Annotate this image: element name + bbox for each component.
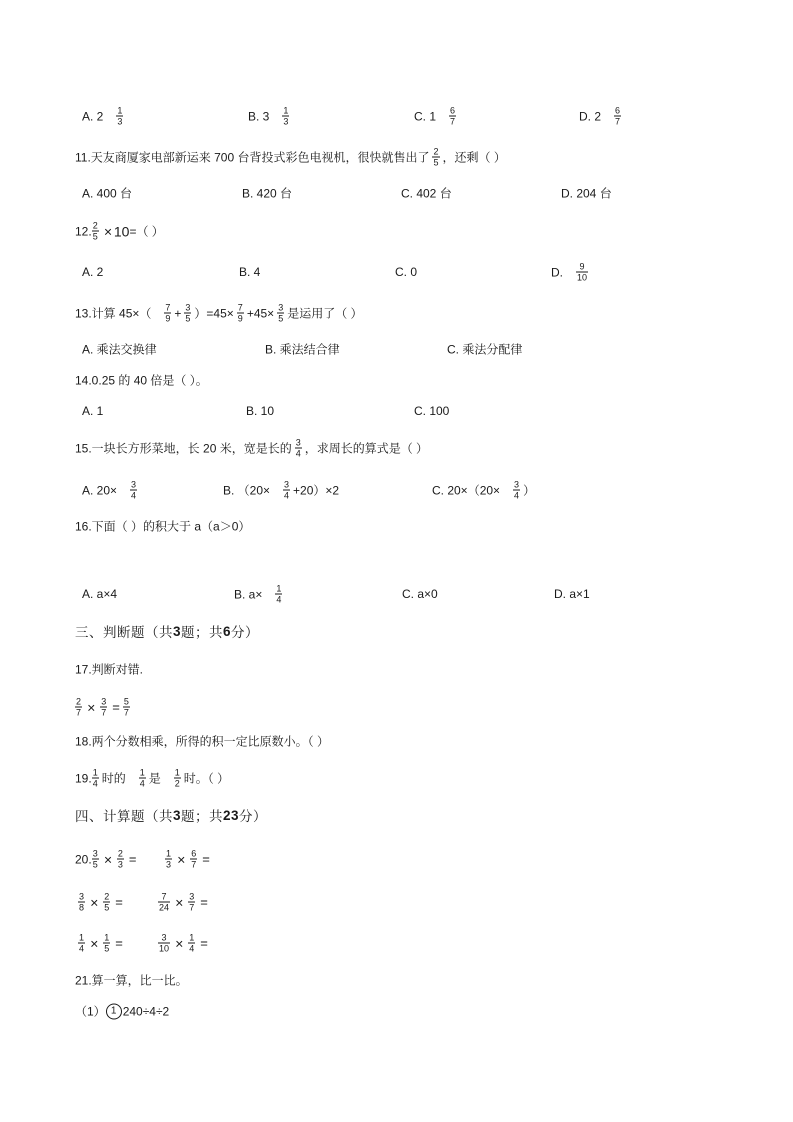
q13-fraction-2: 3 5 — [185, 302, 191, 324]
q13-option-a[interactable]: A. 乘法交换律 — [82, 342, 157, 357]
q15-option-c[interactable]: C. 20×（20× 3 4 ） — [432, 479, 536, 501]
q10-option-b-fraction: 1 3 — [283, 105, 289, 127]
q15-option-b-fraction: 3 4 — [284, 479, 290, 501]
q10-option-c[interactable]: C. 1 6 7 — [414, 105, 456, 127]
q10-option-a-fraction: 1 3 — [117, 105, 123, 127]
q12-option-d-fraction: 9 10 — [577, 261, 588, 283]
q13-option-c[interactable]: C. 乘法分配律 — [447, 342, 523, 357]
q15-option-b[interactable]: B. （20× 3 4 +20）×2 — [223, 479, 340, 501]
q12-option-a[interactable]: A. 2 — [82, 265, 104, 279]
q15-option-a-fraction: 3 4 — [131, 479, 137, 501]
q12-option-b[interactable]: B. 4 — [239, 265, 261, 279]
q14-option-a[interactable]: A. 1 — [82, 404, 104, 418]
q10-option-d-fraction: 6 7 — [615, 105, 621, 127]
q10-option-d[interactable]: D. 2 6 7 — [579, 105, 621, 127]
q14-option-c[interactable]: C. 100 — [414, 404, 450, 418]
q16-option-a[interactable]: A. a×4 — [82, 587, 118, 601]
q13-fraction-3: 7 9 — [237, 302, 243, 324]
q16-option-b-fraction: 1 4 — [276, 583, 282, 605]
q12-fraction: 2 5 — [92, 220, 98, 242]
q11-option-d[interactable]: D. 204 台 — [561, 186, 612, 201]
q14-option-b[interactable]: B. 10 — [246, 404, 275, 418]
q13-option-b[interactable]: B. 乘法结合律 — [265, 342, 340, 357]
q11-option-a[interactable]: A. 400 台 — [82, 186, 133, 201]
q11-option-c[interactable]: C. 402 台 — [401, 186, 452, 201]
q15-fraction: 3 4 — [295, 437, 301, 459]
q15-option-c-fraction: 3 4 — [514, 479, 520, 501]
q12-option-c[interactable]: C. 0 — [395, 265, 418, 279]
q10-option-a[interactable]: A. 2 1 3 — [82, 105, 123, 127]
circled-number-icon: 1 — [106, 1003, 122, 1019]
q13-fraction-4: 3 5 — [278, 302, 284, 324]
q13-fraction-1: 7 9 — [165, 302, 171, 324]
q16-option-c[interactable]: C. a×0 — [402, 587, 438, 601]
q16-option-d[interactable]: D. a×1 — [554, 587, 590, 601]
q10-option-c-fraction: 6 7 — [450, 105, 456, 127]
q16-option-b[interactable]: B. a× 1 4 — [234, 583, 282, 605]
q12-option-d[interactable]: D. 9 10 — [551, 261, 588, 283]
q11-fraction: 2 5 — [433, 146, 439, 168]
q11-option-b[interactable]: B. 420 台 — [242, 186, 293, 201]
q10-option-b[interactable]: B. 3 1 3 — [248, 105, 289, 127]
q15-option-a[interactable]: A. 20× 3 4 — [82, 479, 137, 501]
